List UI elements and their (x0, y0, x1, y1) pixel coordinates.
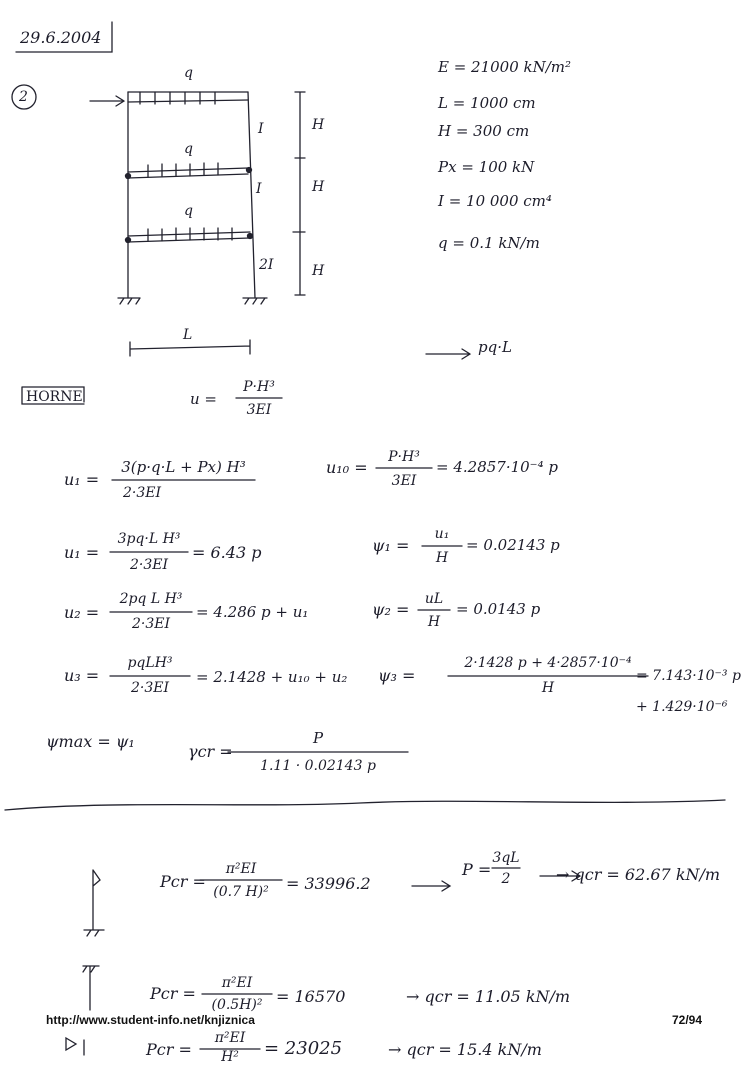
eq-psi1-lhs: ψ₁ = (372, 536, 410, 555)
eq-psimax: ψmax = ψ₁ (46, 732, 135, 751)
buckling-2-num: π²EI (221, 975, 253, 991)
eq-m3-rhs: = 2.1428 + u₁₀ + u₂ (196, 668, 348, 686)
given-L: L = 1000 cm (438, 94, 536, 112)
buckling-2-lhs: Pcr = (150, 984, 196, 1003)
given-E: E = 21000 kN/m² (438, 58, 572, 76)
buckling-1-mid-num: 3qL (492, 850, 520, 866)
buckling-3-lhs: Pcr = (146, 1040, 192, 1059)
buckling-1-result: → qcr = 62.67 kN/m (556, 865, 721, 884)
eq-psi2-lhs: ψ₂ = (372, 600, 410, 619)
buckling-2-result: → qcr = 11.05 kN/m (406, 987, 571, 1006)
eq-m10-num: P·H³ (388, 449, 420, 465)
eq-psi1-num: u₁ (434, 526, 450, 542)
middle-beam (128, 168, 248, 178)
buckling-3-rhs: = 23025 (264, 1038, 343, 1059)
load-label-low: q (184, 203, 193, 219)
left-support (118, 298, 140, 304)
height-label-1: H (312, 117, 325, 133)
eq-m1-lhs: u₁ = (64, 470, 100, 489)
given-Px: Px = 100 kN (438, 158, 535, 176)
buckling-3-num: π²EI (214, 1030, 246, 1046)
stiffness-top: I (258, 121, 264, 137)
given-H: H = 300 cm (438, 122, 530, 140)
separator-line (5, 800, 725, 810)
eq-m1b-den: 2·3EI (129, 557, 168, 573)
buckling-column-1 (84, 870, 104, 936)
eq-m1b-lhs: u₁ = (64, 543, 100, 562)
page-number: 72/94 (672, 1013, 703, 1027)
eq-m1b-rhs: = 6.43 p (192, 543, 262, 562)
eq-psi3-rhs: = 7.143·10⁻³ p (636, 668, 741, 684)
buckling-2-rhs: = 16570 (276, 987, 346, 1006)
eq-psi3-rhs2: + 1.429·10⁻⁶ (636, 699, 728, 715)
eq-m1-den: 2·3EI (122, 485, 161, 501)
right-support (243, 298, 267, 304)
load-label-mid: q (184, 141, 193, 157)
buckling-3-result: → qcr = 15.4 kN/m (388, 1040, 542, 1059)
eq-psi2-den: H (427, 614, 441, 630)
height-label-2: H (312, 179, 325, 195)
eq-psi3-num: 2·1428 p + 4·2857·10⁻⁴ (464, 655, 632, 671)
stiffness-low: 2I (259, 257, 274, 273)
eq-m1-num: 3(p·q·L + Px) H³ (121, 458, 246, 476)
eq-gcr-den: 1.11 · 0.02143 p (260, 758, 376, 774)
stiffness-mid: I (256, 181, 262, 197)
eq-m10-lhs: u₁₀ = (326, 458, 368, 477)
eq-m3-den: 2·3EI (130, 680, 169, 696)
load-label-top: q (184, 65, 193, 81)
eq-psi2-num: uL (424, 591, 444, 607)
eq-m2-num: 2pq L H³ (119, 591, 183, 607)
buckling-1-mid-den: 2 (501, 871, 511, 887)
section-label: HORNE (26, 389, 83, 405)
height-dimension (293, 92, 305, 295)
buckling-column-2 (83, 966, 99, 1010)
eq-u-den: 3EI (246, 402, 272, 418)
buckling-1-mid: P = (462, 860, 492, 879)
span-label: L (183, 327, 193, 343)
footer-url: http://www.student-info.net/knjiznica (46, 1013, 255, 1027)
eq-psi3-lhs: ψ₃ = (378, 666, 416, 685)
buckling-column-3 (66, 1038, 84, 1055)
height-label-3: H (312, 263, 325, 279)
buckling-1-rhs: = 33996.2 (286, 874, 371, 893)
eq-m2-den: 2·3EI (131, 616, 170, 632)
eq-gcr-lhs: γcr = (188, 742, 233, 761)
buckling-3-den: H² (221, 1049, 239, 1065)
eq-m2-rhs: = 4.286 p + u₁ (196, 603, 309, 621)
eq-psi3-den: H (541, 680, 555, 696)
load-arrow (90, 96, 124, 106)
eq-gcr-num: P (312, 729, 324, 747)
eq-psi1-rhs: = 0.02143 p (466, 536, 560, 554)
eq-m2-lhs: u₂ = (64, 603, 100, 622)
eq-u-lhs: u = (190, 390, 217, 408)
eq-u-num: P·H³ (243, 379, 275, 395)
eq-m3-lhs: u₃ = (64, 666, 100, 685)
buckling-1-den: (0.7 H)² (213, 884, 269, 900)
eq-psi2-rhs: = 0.0143 p (456, 600, 541, 618)
eq-psi1-den: H (435, 550, 449, 566)
buckling-1-lhs: Pcr = (160, 872, 206, 891)
given-q: q = 0.1 kN/m (438, 234, 540, 252)
eq-m10-den: 3EI (391, 473, 417, 489)
top-beam (128, 92, 248, 102)
arrow-note: pq·L (478, 338, 512, 356)
eq-m3-num: pqLH³ (127, 655, 173, 671)
note-arrow (426, 349, 470, 359)
eq-m10-rhs: = 4.2857·10⁻⁴ p (436, 458, 558, 476)
buckling-2-den: (0.5H)² (211, 997, 263, 1013)
problem-number: 2 (19, 89, 28, 105)
date: 29.6.2004 (20, 28, 102, 47)
buckling-1-num: π²EI (225, 861, 257, 877)
right-column (248, 92, 255, 298)
eq-m1b-num: 3pq·L H³ (117, 531, 181, 547)
given-I: I = 10 000 cm⁴ (438, 192, 552, 210)
